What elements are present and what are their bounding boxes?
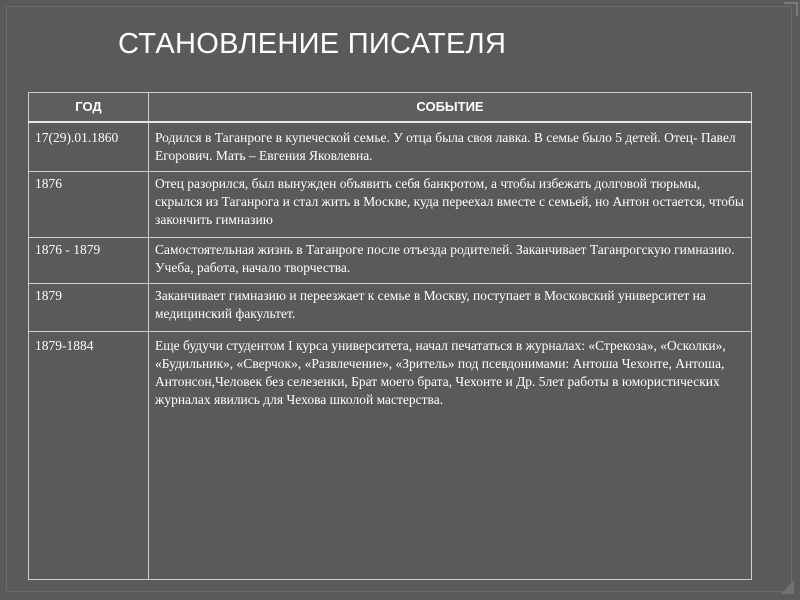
table-row (29, 122, 752, 172)
event-cell: Еще будучи студентом I курса университета, начал печататься в журналах: «Стрекоза», «Осколки», «Будильник», «Сверчок», «Развлечение», «Зритель» под псевдонимами: Антоша Чехонте, Антоша, Антонсон,Человек без селезенки, Брат моего брата, Чехонте и Др. 5лет работы в юмористических журналах явились для Чехова школой мастерства. (149, 332, 752, 580)
table-header-row (29, 93, 752, 122)
year-cell: 1876 (29, 172, 149, 238)
year-cell: 1876 - 1879 (29, 238, 149, 284)
biography-table (28, 92, 752, 580)
table-row (29, 284, 752, 332)
table-row (29, 238, 752, 284)
event-cell: Родился в Таганроге в купеческой семье. У отца была своя лавка. В семье было 5 детей. Отец- Павел Егорович. Мать – Евгения Яковлевна. (149, 122, 752, 172)
table-row (29, 332, 752, 580)
event-cell: Отец разорился, был вынужден объявить себя банкротом, а чтобы избежать долговой тюрьмы, скрылся из Таганрога и стал жить в Москве, куда переехал вместе с семьей, но Антон остается, чтобы закончить гимназию (149, 172, 752, 238)
year-cell: 1879 (29, 284, 149, 332)
header-year: ГОД (29, 93, 149, 122)
corner-decoration-top-right (784, 2, 798, 16)
slide-title: СТАНОВЛЕНИЕ ПИСАТЕЛЯ (118, 28, 507, 60)
table-row (29, 172, 752, 238)
corner-decoration-bottom-right (780, 580, 794, 594)
event-cell: Заканчивает гимназию и переезжает к семье в Москву, поступает в Московский университет на медицинский факультет. (149, 284, 752, 332)
event-cell: Самостоятельная жизнь в Таганроге после отъезда родителей. Заканчивает Таганрогскую гимназию. Учеба, работа, начало творчества. (149, 238, 752, 284)
header-event: СОБЫТИЕ (149, 93, 752, 122)
year-cell: 1879-1884 (29, 332, 149, 580)
year-cell: 17(29).01.1860 (29, 122, 149, 172)
